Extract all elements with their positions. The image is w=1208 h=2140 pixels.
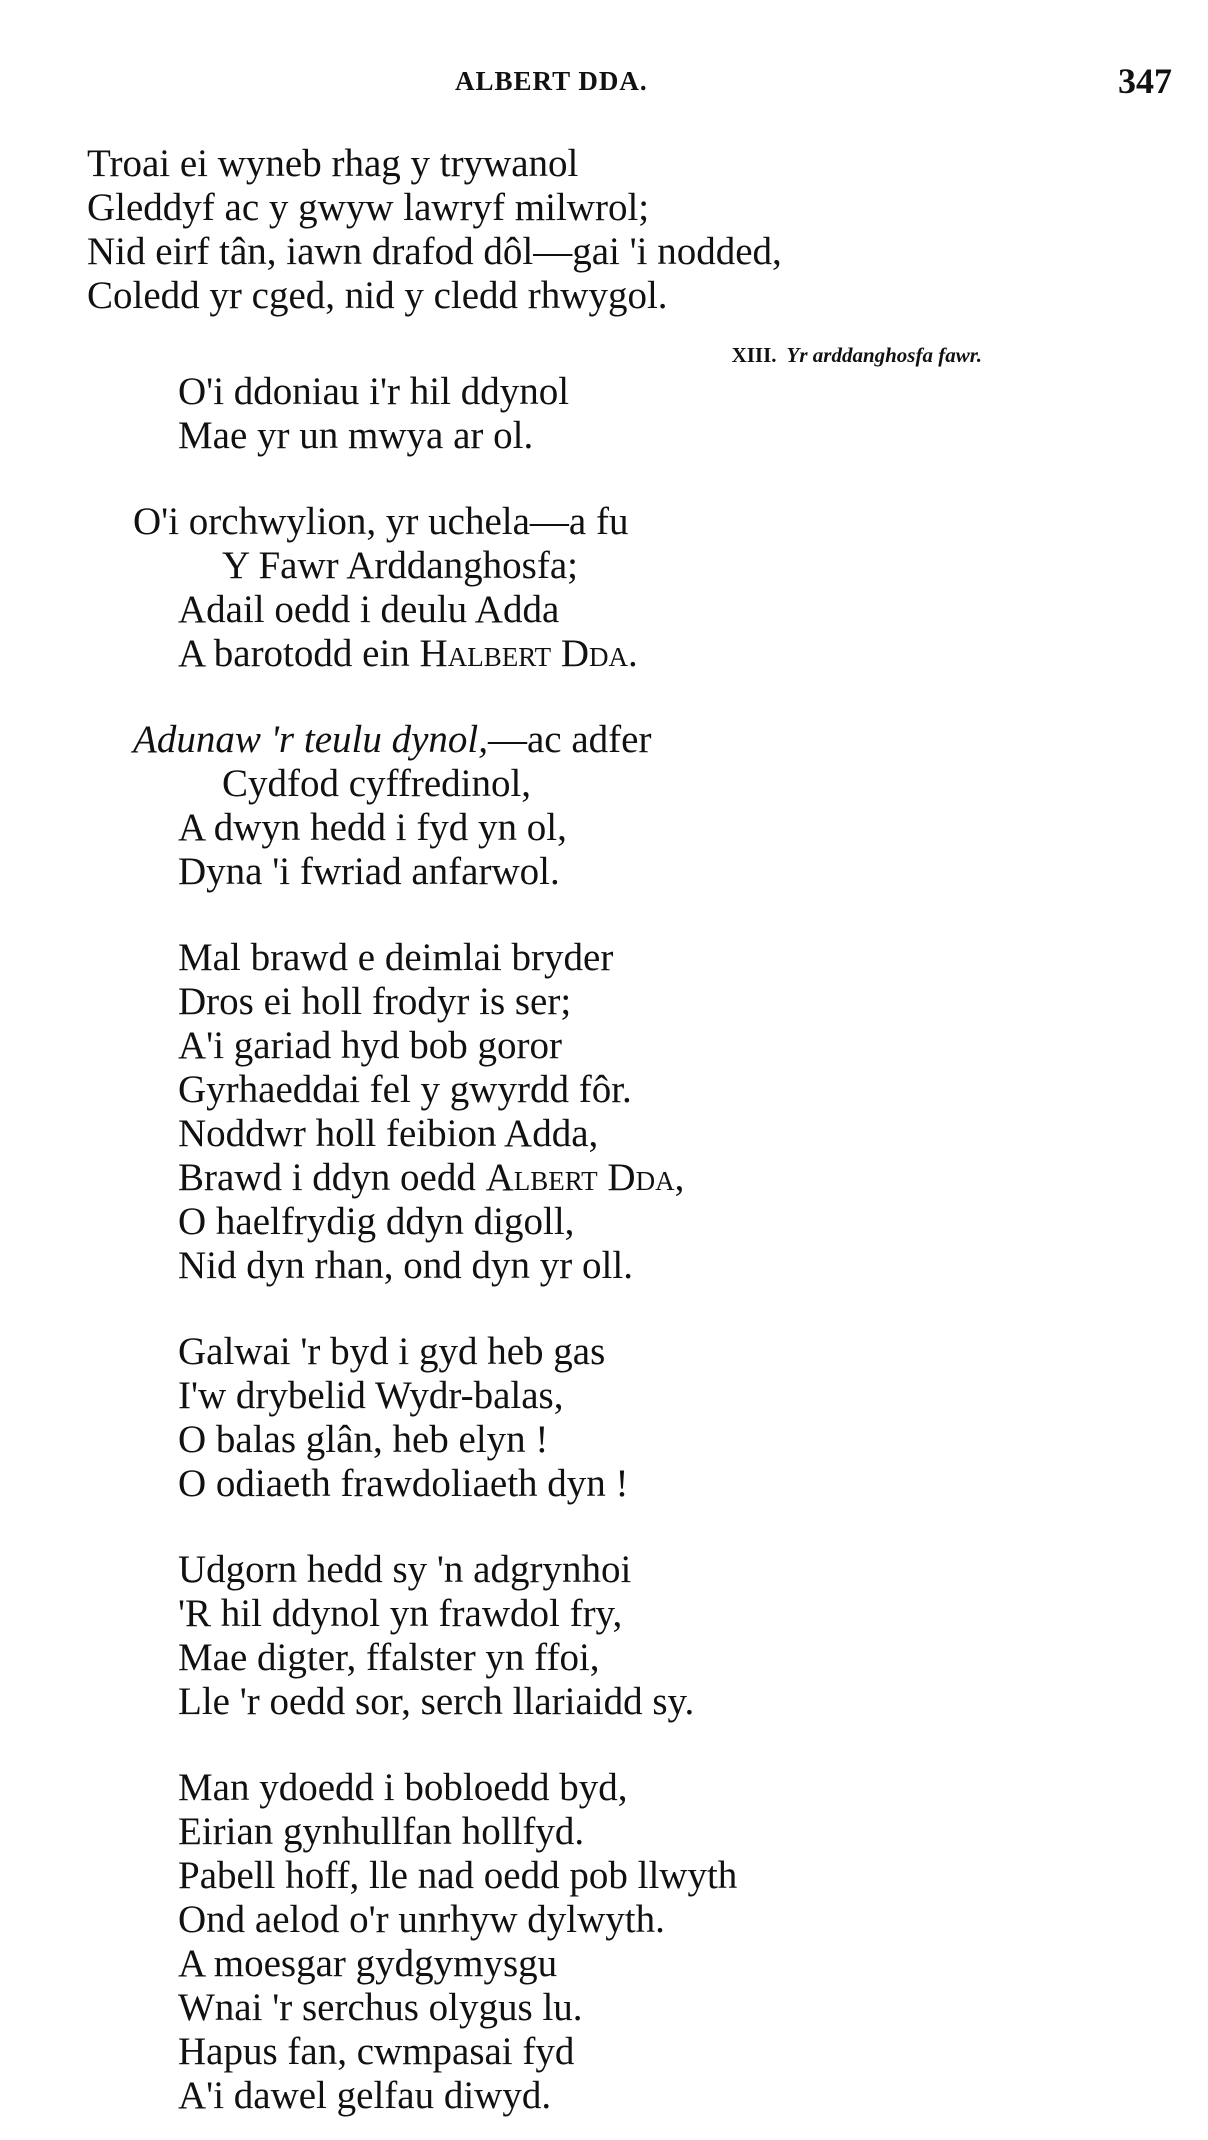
verse-line: Wnai 'r serchus olygus lu.	[178, 1986, 583, 2029]
section-title: Yr arddanghosfa fawr.	[786, 343, 982, 367]
verse-line: O haelfrydig ddyn digoll,	[178, 1200, 575, 1243]
verse-line: Y Fawr Arddanghosfa;	[222, 544, 578, 587]
stanza-7	[0, 1548, 1208, 1724]
verse-line: Nid eirf tân, iawn drafod dôl—gai 'i nodded,	[87, 230, 782, 273]
verse-line: Lle 'r oedd sor, serch llariaidd sy.	[178, 1680, 695, 1723]
stanza-4	[0, 718, 1208, 894]
italic-phrase: Adunaw 'r teulu dynol,	[133, 718, 488, 761]
verse-line: O'i orchwylion, yr uchela—a fu	[133, 500, 629, 543]
verse-line: Galwai 'r byd i gyd heb gas	[178, 1330, 606, 1373]
running-head: ALBERT DDA.	[455, 66, 648, 96]
verse-line: A moesgar gydgymysgu	[178, 1942, 558, 1985]
verse-line	[0, 1156, 1208, 1200]
verse-line: Gleddyf ac y gwyw lawryf milwrol;	[87, 186, 650, 229]
page-header	[0, 60, 1208, 110]
verse-line: Dros ei holl frodyr is ser;	[178, 980, 572, 1023]
verse-line: Nid dyn rhan, ond dyn yr oll.	[178, 1244, 633, 1287]
stanza-1	[0, 142, 1208, 318]
verse-text: Brawd i ddyn oedd	[178, 1156, 486, 1199]
verse-text: ,	[674, 1156, 685, 1199]
proper-name: Halbert Dda.	[419, 632, 638, 675]
verse-line: 'R hil ddynol yn frawdol fry,	[178, 1592, 623, 1635]
verse-text: —ac adfer	[487, 718, 652, 761]
verse-line: Pabell hoff, lle nad oedd pob llwyth	[178, 1854, 738, 1897]
verse-line: Coledd yr cged, nid y cledd rhwygol.	[87, 274, 668, 317]
verse-line: Gyrhaeddai fel y gwyrdd fôr.	[178, 1068, 632, 1111]
stanza-6	[0, 1330, 1208, 1506]
stanza-8	[0, 1766, 1208, 2118]
verse-line	[0, 632, 1208, 676]
section-heading	[0, 340, 1208, 370]
verse-line: A'i gariad hyd bob goror	[178, 1024, 562, 1067]
verse-text: A barotodd ein	[178, 632, 420, 675]
section-number: XIII.	[731, 343, 777, 367]
verse-line: Eirian gynhullfan hollfyd.	[178, 1810, 585, 1853]
verse-line: O balas glân, heb elyn !	[178, 1418, 549, 1461]
verse-line: Hapus fan, cwmpasai fyd	[178, 2030, 575, 2073]
verse-line	[0, 718, 1208, 762]
verse-line: Troai ei wyneb rhag y trywanol	[87, 142, 579, 185]
page-number: 347	[1118, 61, 1172, 101]
verse-line: O'i ddoniau i'r hil ddynol	[178, 370, 570, 413]
stanza-5	[0, 936, 1208, 1288]
verse-line: Adail oedd i deulu Adda	[178, 588, 560, 631]
stanza-3	[0, 500, 1208, 676]
verse-line: Dyna 'i fwriad anfarwol.	[178, 850, 560, 893]
verse-line: Mal brawd e deimlai bryder	[178, 936, 614, 979]
verse-line: Mae digter, ffalster yn ffoi,	[178, 1636, 600, 1679]
verse-line: Noddwr holl feibion Adda,	[178, 1112, 599, 1155]
verse-line: Mae yr un mwya ar ol.	[178, 414, 534, 457]
poem-body	[0, 142, 1208, 2118]
verse-line: Man ydoedd i bobloedd byd,	[178, 1766, 628, 1809]
verse-line: Cydfod cyffredinol,	[222, 762, 532, 805]
verse-line: A'i dawel gelfau diwyd.	[178, 2074, 552, 2117]
verse-line: O odiaeth frawdoliaeth dyn !	[178, 1462, 629, 1505]
stanza-2	[0, 370, 1208, 458]
verse-line: I'w drybelid Wydr-balas,	[178, 1374, 564, 1417]
verse-line: A dwyn hedd i fyd yn ol,	[178, 806, 567, 849]
verse-line: Ond aelod o'r unrhyw dylwyth.	[178, 1898, 665, 1941]
verse-line: Udgorn hedd sy 'n adgrynhoi	[178, 1548, 632, 1591]
proper-name: Albert Dda	[485, 1156, 675, 1199]
